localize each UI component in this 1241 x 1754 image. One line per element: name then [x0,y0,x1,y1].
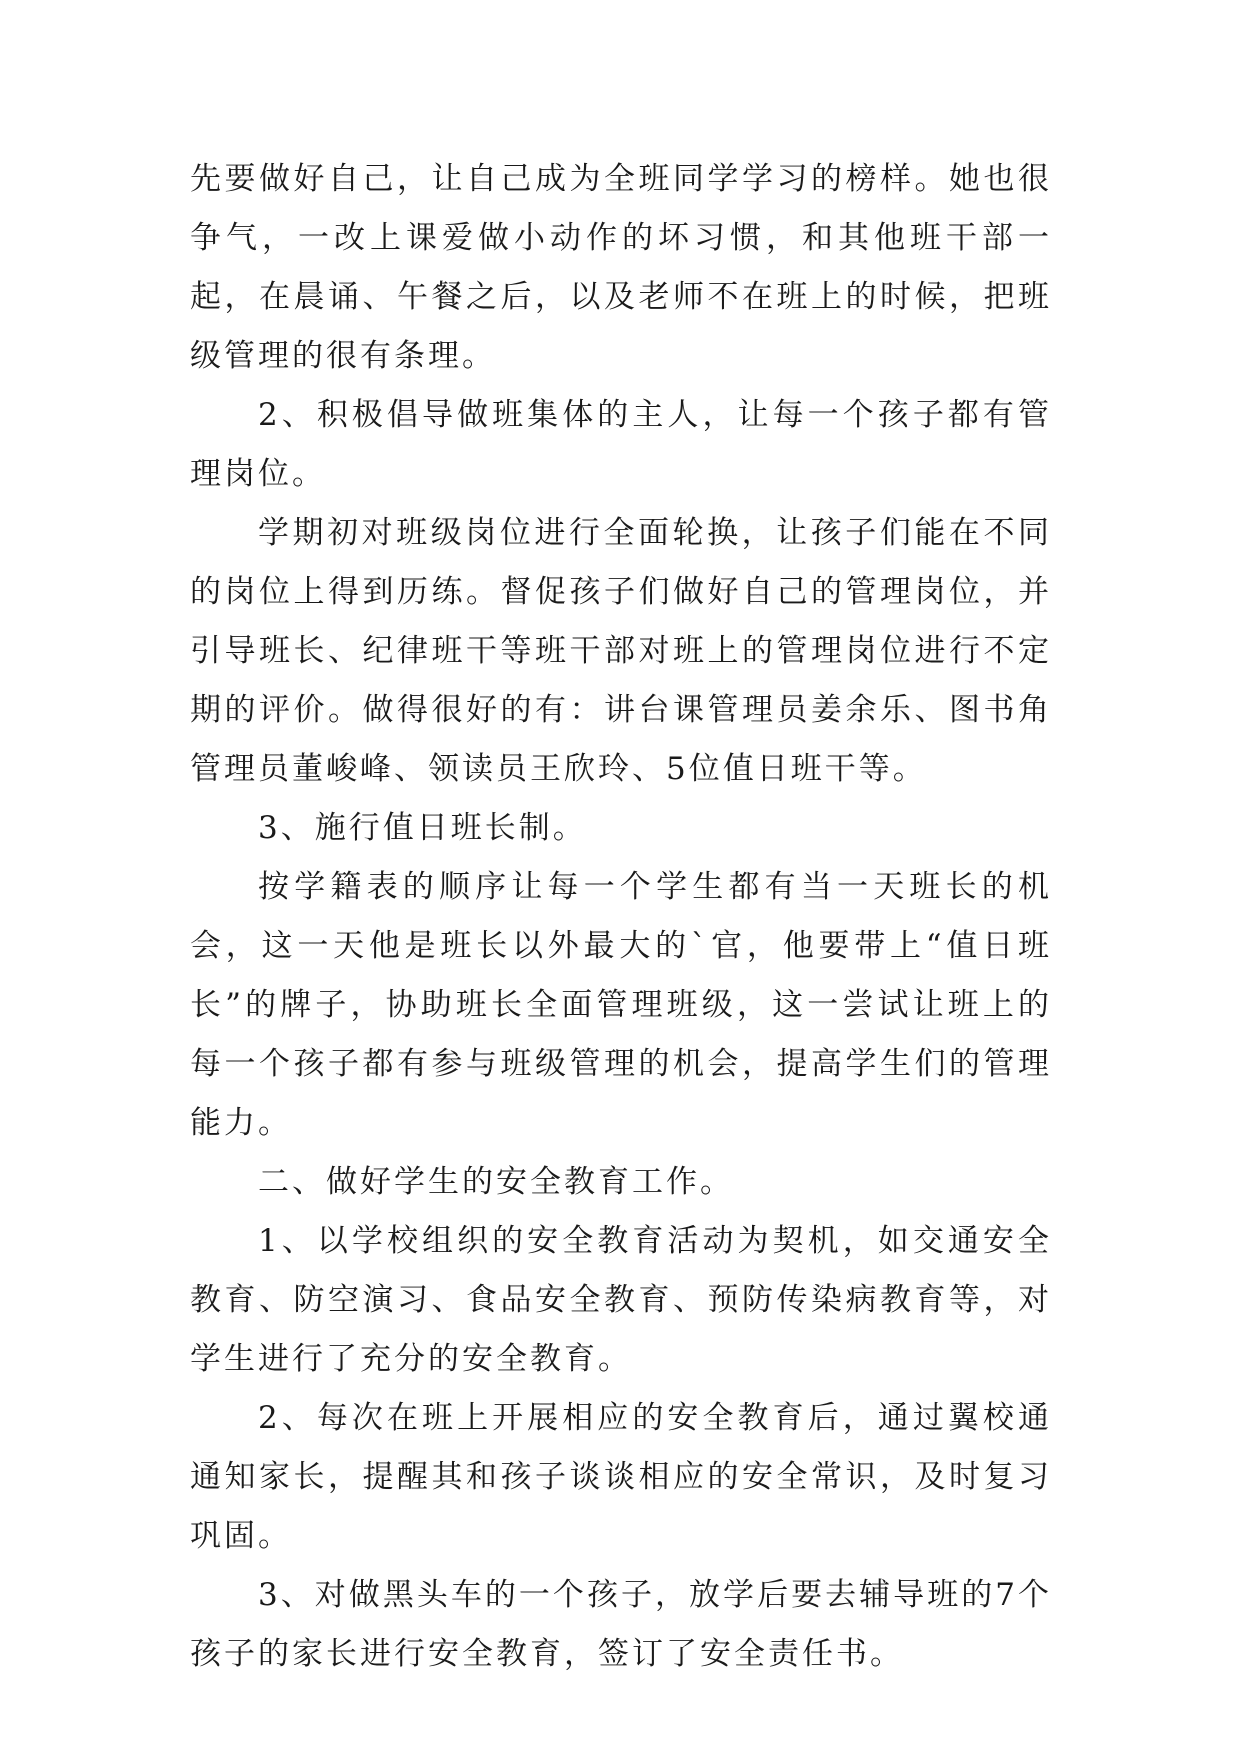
paragraph-safety-item-3: 3、对做黑头车的一个孩子，放学后要去辅导班的7个孩子的家长进行安全教育，签订了安全责任书。 [190,1577,1052,1672]
paragraph-item-3-heading: 3、施行值日班长制。 [258,810,587,846]
paragraph-safety-item-1: 1、以学校组织的安全教育活动为契机，如交通安全教育、防空演习、食品安全教育、预防传染病教育等，对学生进行了充分的安全教育。 [190,1223,1052,1377]
paragraph-duty-monitor: 按学籍表的顺序让每一个学生都有当一天班长的机会，这一天他是班长以外最大的`官，他要带上“值日班长”的牌子，协助班长全面管理班级，这一尝试让班上的每一个孩子都有参与班级管理的机会，提高学生们的管理能力。 [190,869,1052,1141]
paragraph-item-2-heading: 2、积极倡导做班集体的主人，让每一个孩子都有管理岗位。 [190,397,1052,492]
paragraph-section-2-heading: 二、做好学生的安全教育工作。 [258,1164,734,1200]
paragraph-class-leader-role-model: 先要做好自己，让自己成为全班同学学习的榜样。她也很争气，一改上课爱做小动作的坏习惯，和其他班干部一起，在晨诵、午餐之后，以及老师不在班上的时候，把班级管理的很有条理。 [190,161,1052,374]
paragraph-position-rotation: 学期初对班级岗位进行全面轮换，让孩子们能在不同的岗位上得到历练。督促孩子们做好自己的管理岗位，并引导班长、纪律班干等班干部对班上的管理岗位进行不定期的评价。做得很好的有：讲台课管理员姜余乐、图书角管理员董峻峰、领读员王欣玲、5位值日班干等。 [190,515,1052,787]
document-body [190,150,1052,1684]
paragraph-safety-item-2: 2、每次在班上开展相应的安全教育后，通过翼校通通知家长，提醒其和孩子谈谈相应的安全常识，及时复习巩固。 [190,1400,1052,1554]
